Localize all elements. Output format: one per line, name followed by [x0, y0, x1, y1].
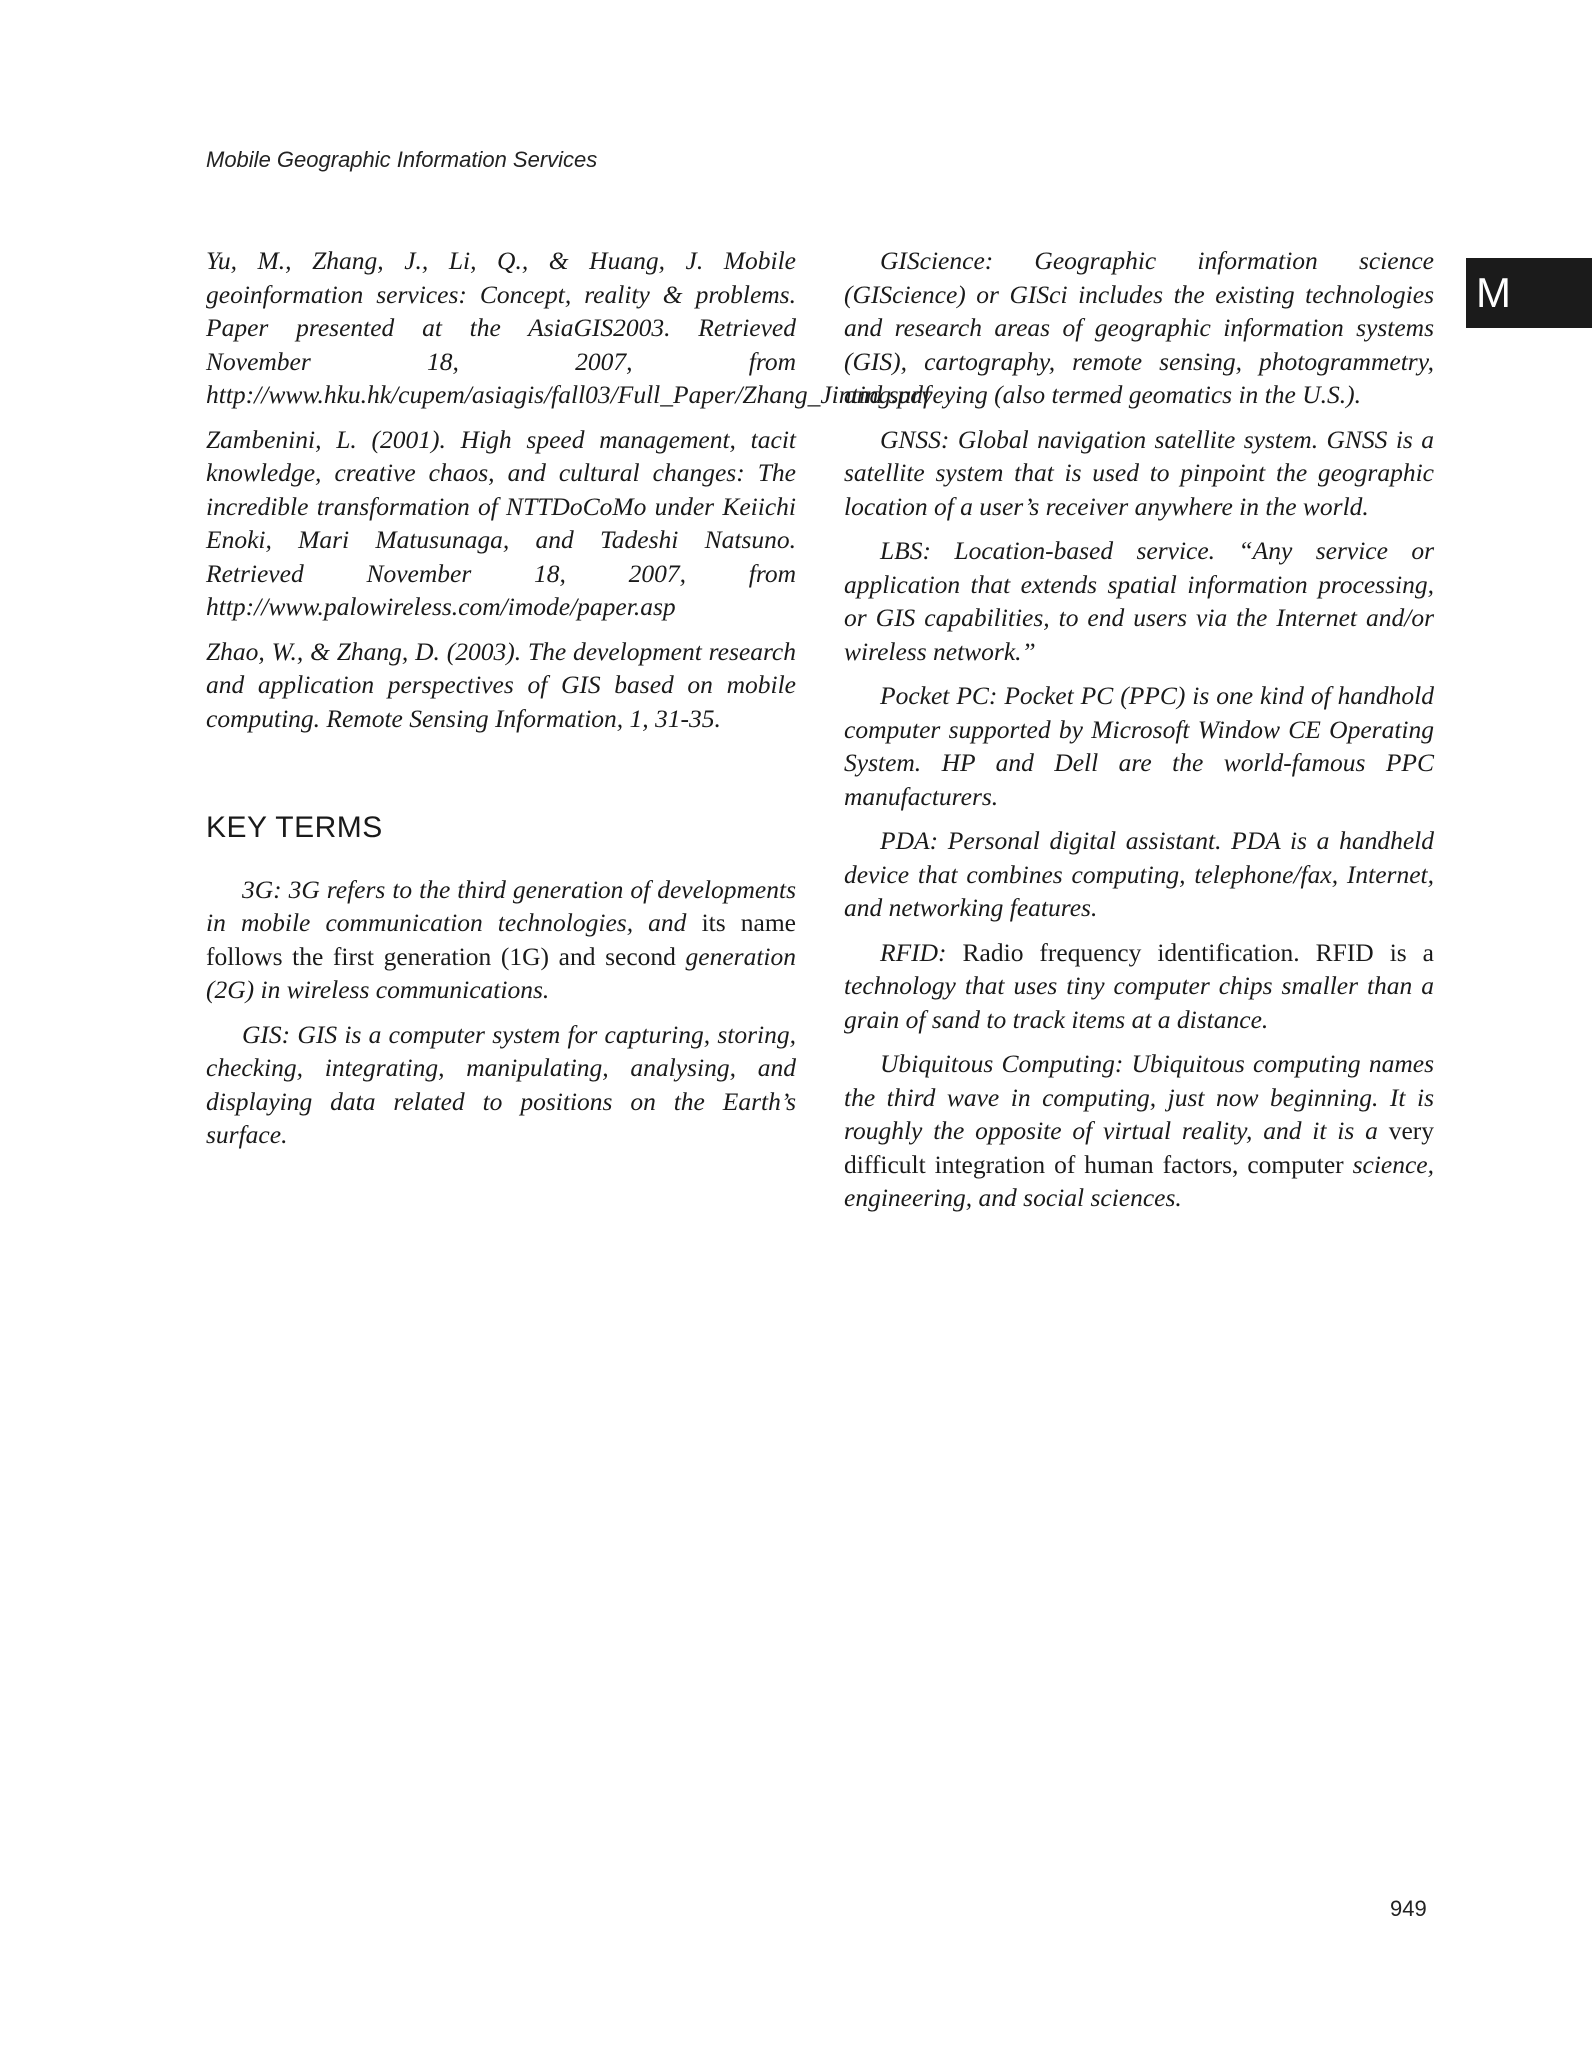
key-terms-heading: KEY TERMS [206, 811, 383, 844]
section-tab: M [1466, 258, 1592, 328]
key-term-gis [206, 1018, 796, 1152]
term-text: GNSS: Global navigation satellite system. GNSS is a satellite system that is used to pinpoint the geographic location of a user’s receiver anywhere in the world. [844, 424, 1434, 521]
term-text-upright: its name follows the first generation (1G) and second [206, 908, 796, 971]
key-term-rfid [844, 936, 1434, 1037]
term-text: GIS: GIS is a computer system for capturing, storing, checking, integrating, manipulating, analysing, and displaying data related to positions on the Earth’s surface. [206, 1019, 796, 1149]
page-number: 949 [1390, 1896, 1427, 1921]
term-text: Ubiquitous Computing: Ubiquitous computing names the third wave in computing, just now beginning. It is roughly the opposite of virtual reality, and it is a [844, 1049, 1434, 1145]
term-text: 3G: 3G refers to the third generation of developments in mobile communication technologies, and [206, 874, 796, 937]
term-text: LBS: Location-based service. “Any service or application that extends spatial information processing, or GIS capabilities, to end users via the Internet and/or wireless network.” [844, 536, 1434, 666]
term-text: GIScience: Geographic information science (GIScience) or GISci includes the existing technologies and research areas of geographic information systems (GIS), cartography, remote sensing, photogrammetry, and surveying (also termed geomatics in the U.S.). [844, 246, 1434, 409]
key-term-gnss [844, 423, 1434, 524]
key-term-pda [844, 824, 1434, 925]
reference-item: Yu, M., Zhang, J., Li, Q., & Huang, J. Mobile geoinformation services: Concept, reality & problems. Paper presented at the AsiaGIS2003. Retrieved November 18, 2007, from http://www.hku.hk/cupem/asiagis/fall03/Full_Paper/Zhang_Jinting.pdf [206, 246, 931, 409]
right-column [844, 244, 1434, 1226]
term-text: technology that uses tiny computer chips smaller than a grain of sand to track items at a distance. [844, 971, 1434, 1034]
reference-item: Zhao, W., & Zhang, D. (2003). The development research and application perspectives of GIS based on mobile computing. Remote Sensing Information, 1, 31-35. [206, 636, 796, 733]
term-text: science, engineering, and social sciences. [844, 1149, 1435, 1212]
term-text: generation (2G) in wireless communications. [206, 941, 796, 1004]
running-title: Mobile Geographic Information Services [206, 147, 598, 172]
key-term-3g [206, 873, 796, 1007]
key-term-ubiquitous-computing [844, 1047, 1434, 1215]
term-text-upright: Radio frequency identification. RFID is a [962, 937, 1434, 967]
term-text: Pocket PC: Pocket PC (PPC) is one kind of handhold computer supported by Microsoft Window CE Operating System. HP and Dell are the world-famous PPC manufacturers. [844, 681, 1434, 811]
term-text-upright: very difficult integration of human factors, computer [844, 1116, 1434, 1179]
term-text: PDA: Personal digital assistant. PDA is a handheld device that combines computing, telephone/fax, Internet, and networking features. [844, 826, 1434, 922]
key-term-pocket-pc [844, 679, 1434, 813]
key-term-giscience [844, 244, 1434, 412]
term-text: RFID: [880, 937, 963, 967]
reference-item: Zambenini, L. (2001). High speed management, tacit knowledge, creative chaos, and cultural changes: The incredible transformation of NTTDoCoMo under Keiichi Enoki, Mari Matusunaga, and Tadeshi Natsuno. Retrieved November 18, 2007, from http://www.palowireless.com/imode/paper.asp [206, 424, 796, 621]
key-term-lbs [844, 534, 1434, 668]
